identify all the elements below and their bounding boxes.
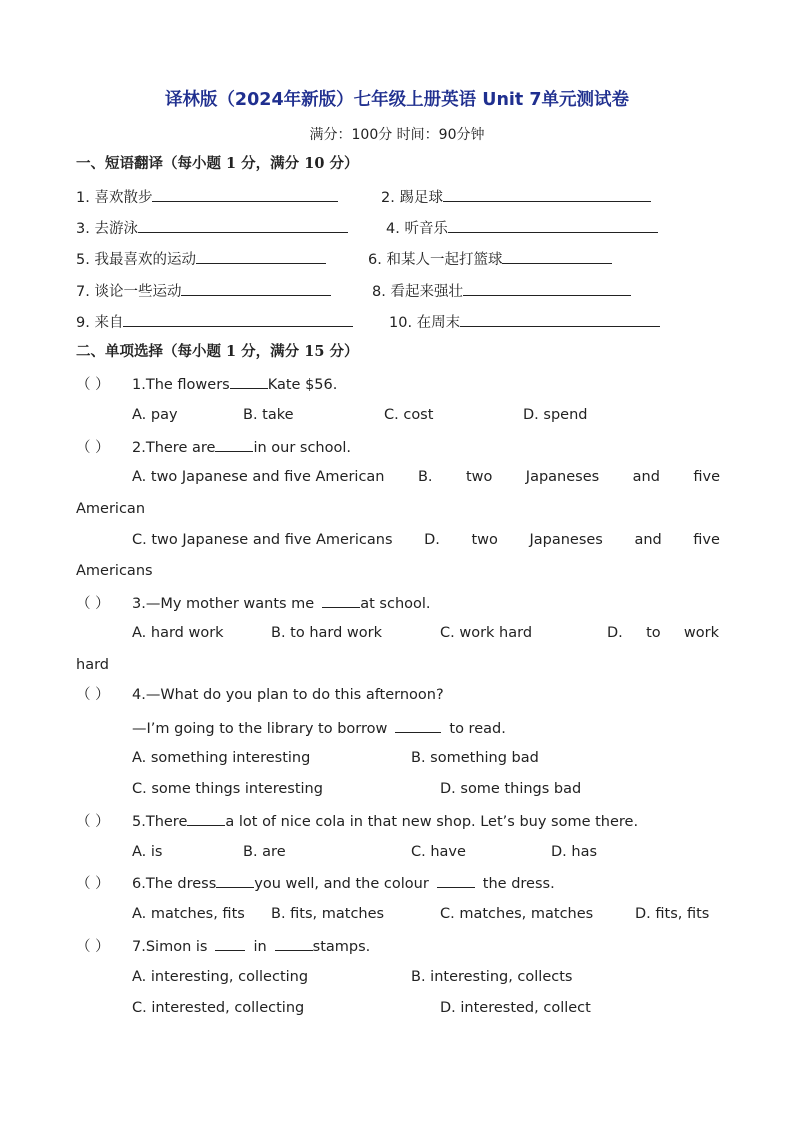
- options-row: [132, 530, 720, 550]
- question-3: （ ） 3.—My mother wants me at school.: [76, 592, 431, 614]
- option-a: A. interesting, collecting: [132, 969, 309, 985]
- option-b: B. to hard work: [271, 625, 383, 641]
- options-row: [132, 467, 720, 487]
- option-c: C. cost: [384, 407, 434, 423]
- option-b: B. are: [243, 844, 286, 860]
- option-d: D. has: [551, 844, 598, 860]
- phrase-item: 7. 谈论一些运动: [76, 280, 331, 302]
- option-b: B. take: [243, 407, 294, 423]
- exam-info: 满分：100分 时间：90分钟: [309, 127, 485, 143]
- phrase-item: 6. 和某人一起打篮球: [368, 248, 612, 270]
- option-b-part: five: [693, 469, 720, 485]
- option-b: B. fits, matches: [271, 906, 385, 922]
- option-c: C. matches, matches: [440, 906, 594, 922]
- question-4: （ ） 4.—What do you plan to do this afternoon?: [76, 687, 444, 703]
- option-b: B. interesting, collects: [411, 969, 573, 985]
- question-2: （ ） 2.There are in our school.: [76, 436, 351, 458]
- option-a: A. something interesting: [132, 750, 311, 766]
- phrase-item: 4. 听音乐: [386, 217, 658, 239]
- section-1-heading: 一、短语翻译（每小题 1 分，满分 10 分）: [76, 155, 359, 172]
- option-b-part: two: [465, 469, 493, 485]
- option-b-part: Japaneses: [525, 469, 600, 485]
- page-title: 译林版（2024年新版）七年级上册英语 Unit 7单元测试卷: [164, 90, 630, 110]
- option-d-part: and: [634, 532, 662, 548]
- option-c: C. two Japanese and five Americans: [132, 532, 393, 548]
- option-a: A. pay: [132, 407, 178, 423]
- question-4-line-2: —I’m going to the library to borrow to read.: [132, 717, 506, 739]
- option-b: B. something bad: [411, 750, 539, 766]
- option-c: C. work hard: [440, 625, 533, 641]
- option-d-part: Japaneses: [529, 532, 603, 548]
- phrase-item: 5. 我最喜欢的运动: [76, 248, 326, 270]
- question-6: （ ） 6.The dress you well, and the colour the dress.: [76, 872, 555, 894]
- option-c: C. some things interesting: [132, 781, 323, 797]
- option-a: A. is: [132, 844, 163, 860]
- option-a: A. two Japanese and five American: [132, 469, 385, 485]
- question-5: （ ） 5.There a lot of nice cola in that new shop. Let’s buy some there.: [76, 810, 638, 832]
- option-d: D. fits, fits: [635, 906, 710, 922]
- phrase-item: 2. 踢足球: [381, 186, 651, 208]
- option-d-wrap: hard: [76, 657, 109, 673]
- option-b-part: and: [632, 469, 660, 485]
- option-d-part: D.: [424, 532, 440, 548]
- option-c: C. have: [411, 844, 466, 860]
- option-b-wrap: American: [76, 501, 146, 517]
- phrase-item: 10. 在周末: [389, 311, 660, 333]
- option-c: C. interested, collecting: [132, 1000, 305, 1016]
- phrase-item: 3. 去游泳: [76, 217, 348, 239]
- option-d-wrap: Americans: [76, 563, 153, 579]
- option-b-part: B.: [417, 469, 433, 485]
- question-1: （ ） 1.The flowers Kate $56.: [76, 373, 337, 395]
- option-d: D. to work: [607, 625, 719, 641]
- option-a: A. matches, fits: [132, 906, 245, 922]
- option-d: D. spend: [523, 407, 588, 423]
- option-d-part: two: [471, 532, 498, 548]
- phrase-item: 1. 喜欢散步: [76, 186, 338, 208]
- phrase-item: 8. 看起来强壮: [372, 280, 631, 302]
- option-a: A. hard work: [132, 625, 224, 641]
- question-7: （ ） 7.Simon is in stamps.: [76, 935, 370, 957]
- option-d-part: five: [693, 532, 720, 548]
- option-d: D. some things bad: [440, 781, 582, 797]
- section-2-heading: 二、单项选择（每小题 1 分，满分 15 分）: [76, 343, 359, 360]
- phrase-item: 9. 来自: [76, 311, 353, 333]
- option-d: D. interested, collect: [440, 1000, 591, 1016]
